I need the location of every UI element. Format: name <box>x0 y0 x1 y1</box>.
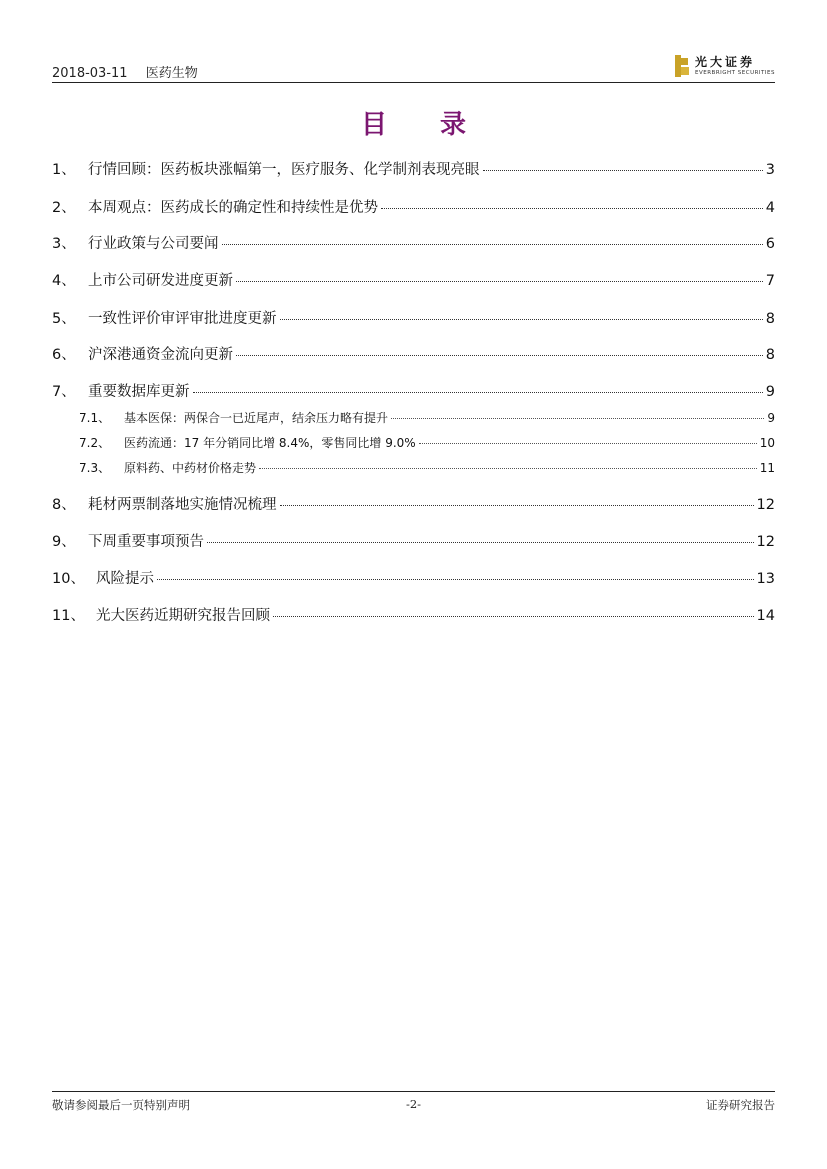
footer-disclaimer: 敬请参阅最后一页特别声明 <box>52 1098 190 1112</box>
report-date: 2018-03-11 <box>52 66 128 81</box>
toc-entry-label: 行业政策与公司要闻 <box>88 236 219 252</box>
toc-entry-label: 光大医药近期研究报告回顾 <box>96 608 270 624</box>
toc-entry-page: 9 <box>765 384 775 400</box>
toc-entry-page: 7 <box>765 273 775 289</box>
toc-leader-dots <box>236 355 763 356</box>
toc-entry-label: 耗材两票制落地实施情况梳理 <box>88 497 277 513</box>
toc-entry-label: 本周观点：医药成长的确定性和持续性是优势 <box>88 200 378 216</box>
logo-name-cn: 光大证券 <box>695 55 756 69</box>
toc-entry-page: 12 <box>756 497 775 513</box>
toc-entry-page: 10 <box>759 436 775 450</box>
toc-entry-number: 4、 <box>52 273 76 289</box>
toc-entry-number: 1、 <box>52 162 76 178</box>
toc-leader-dots <box>381 208 763 209</box>
footer-divider <box>52 1091 775 1092</box>
toc-entry-page: 11 <box>759 461 775 475</box>
toc-entry-page: 14 <box>756 608 775 624</box>
toc-entry-number: 5、 <box>52 311 76 327</box>
footer-page-number: -2- <box>405 1097 422 1111</box>
toc-entry[interactable] <box>52 493 775 514</box>
toc-leader-dots <box>236 281 763 282</box>
toc-entry-number: 8、 <box>52 497 76 513</box>
toc-subentry[interactable] <box>79 409 775 426</box>
toc-entry-page: 3 <box>765 162 775 178</box>
toc-entry-label: 重要数据库更新 <box>88 384 190 400</box>
toc-entry-page: 6 <box>765 236 775 252</box>
toc-entry-label: 原料药、中药材价格走势 <box>124 461 257 475</box>
toc-entry-number: 6、 <box>52 347 76 363</box>
toc-entry[interactable] <box>52 269 775 290</box>
toc-entry-page: 8 <box>765 311 775 327</box>
toc-entry[interactable] <box>52 604 775 625</box>
toc-entry-page: 9 <box>767 411 775 425</box>
footer-doc-type: 证券研究报告 <box>706 1098 775 1112</box>
toc-entry-number: 11、 <box>52 608 85 624</box>
toc-leader-dots <box>207 542 754 543</box>
toc-entry[interactable] <box>52 196 775 217</box>
toc-entry-label: 医药流通：17 年分销同比增 8.4%，零售同比增 9.0% <box>124 436 416 450</box>
toc-entry-number: 9、 <box>52 534 76 550</box>
toc-subentry[interactable] <box>79 459 775 476</box>
toc-entry-number: 2、 <box>52 200 76 216</box>
toc-entry-page: 12 <box>756 534 775 550</box>
toc-entry-number: 3、 <box>52 236 76 252</box>
toc-title: 目 录 <box>360 110 489 140</box>
toc-entry[interactable] <box>52 307 775 328</box>
toc-entry[interactable] <box>52 232 775 253</box>
toc-leader-dots <box>280 505 754 506</box>
toc-leader-dots <box>259 468 757 469</box>
toc-entry[interactable] <box>52 530 775 551</box>
page-header <box>52 55 775 83</box>
toc-entry-page: 13 <box>756 571 775 587</box>
toc-entry-page: 4 <box>765 200 775 216</box>
toc-entry-number: 7.2、 <box>79 436 111 450</box>
toc-entry-number: 7.1、 <box>79 411 111 425</box>
toc-leader-dots <box>483 170 763 171</box>
toc-leader-dots <box>273 616 754 617</box>
toc-entry-label: 下周重要事项预告 <box>88 534 204 550</box>
logo-mark-icon <box>675 55 689 77</box>
toc-entry-number: 10、 <box>52 571 85 587</box>
toc-entry[interactable] <box>52 158 775 179</box>
toc-entry-label: 沪深港通资金流向更新 <box>88 347 233 363</box>
toc-leader-dots <box>157 579 754 580</box>
toc-leader-dots <box>193 392 763 393</box>
toc-entry-number: 7.3、 <box>79 461 111 475</box>
header-info <box>52 62 198 81</box>
toc-leader-dots <box>419 443 757 444</box>
toc-subentry[interactable] <box>79 434 775 451</box>
toc-entry-label: 一致性评价审评审批进度更新 <box>88 311 277 327</box>
toc-entry-label: 风险提示 <box>96 571 154 587</box>
toc-entry-number: 7、 <box>52 384 76 400</box>
toc-entry-label: 上市公司研发进度更新 <box>88 273 233 289</box>
toc-leader-dots <box>280 319 763 320</box>
toc-leader-dots <box>391 418 764 419</box>
toc-entry-label: 基本医保：两保合一已近尾声，结余压力略有提升 <box>124 411 389 425</box>
header-divider <box>52 82 775 83</box>
toc-entry[interactable] <box>52 380 775 401</box>
toc-entry[interactable] <box>52 567 775 588</box>
everbright-logo <box>675 55 775 81</box>
toc-entry[interactable] <box>52 343 775 364</box>
toc-entry-page: 8 <box>765 347 775 363</box>
report-sector: 医药生物 <box>145 66 198 81</box>
toc-entry-label: 行情回顾：医药板块涨幅第一，医疗服务、化学制剂表现亮眼 <box>88 162 480 178</box>
logo-name-en: EVERBRIGHT SECURITIES <box>695 70 775 76</box>
toc-leader-dots <box>222 244 763 245</box>
